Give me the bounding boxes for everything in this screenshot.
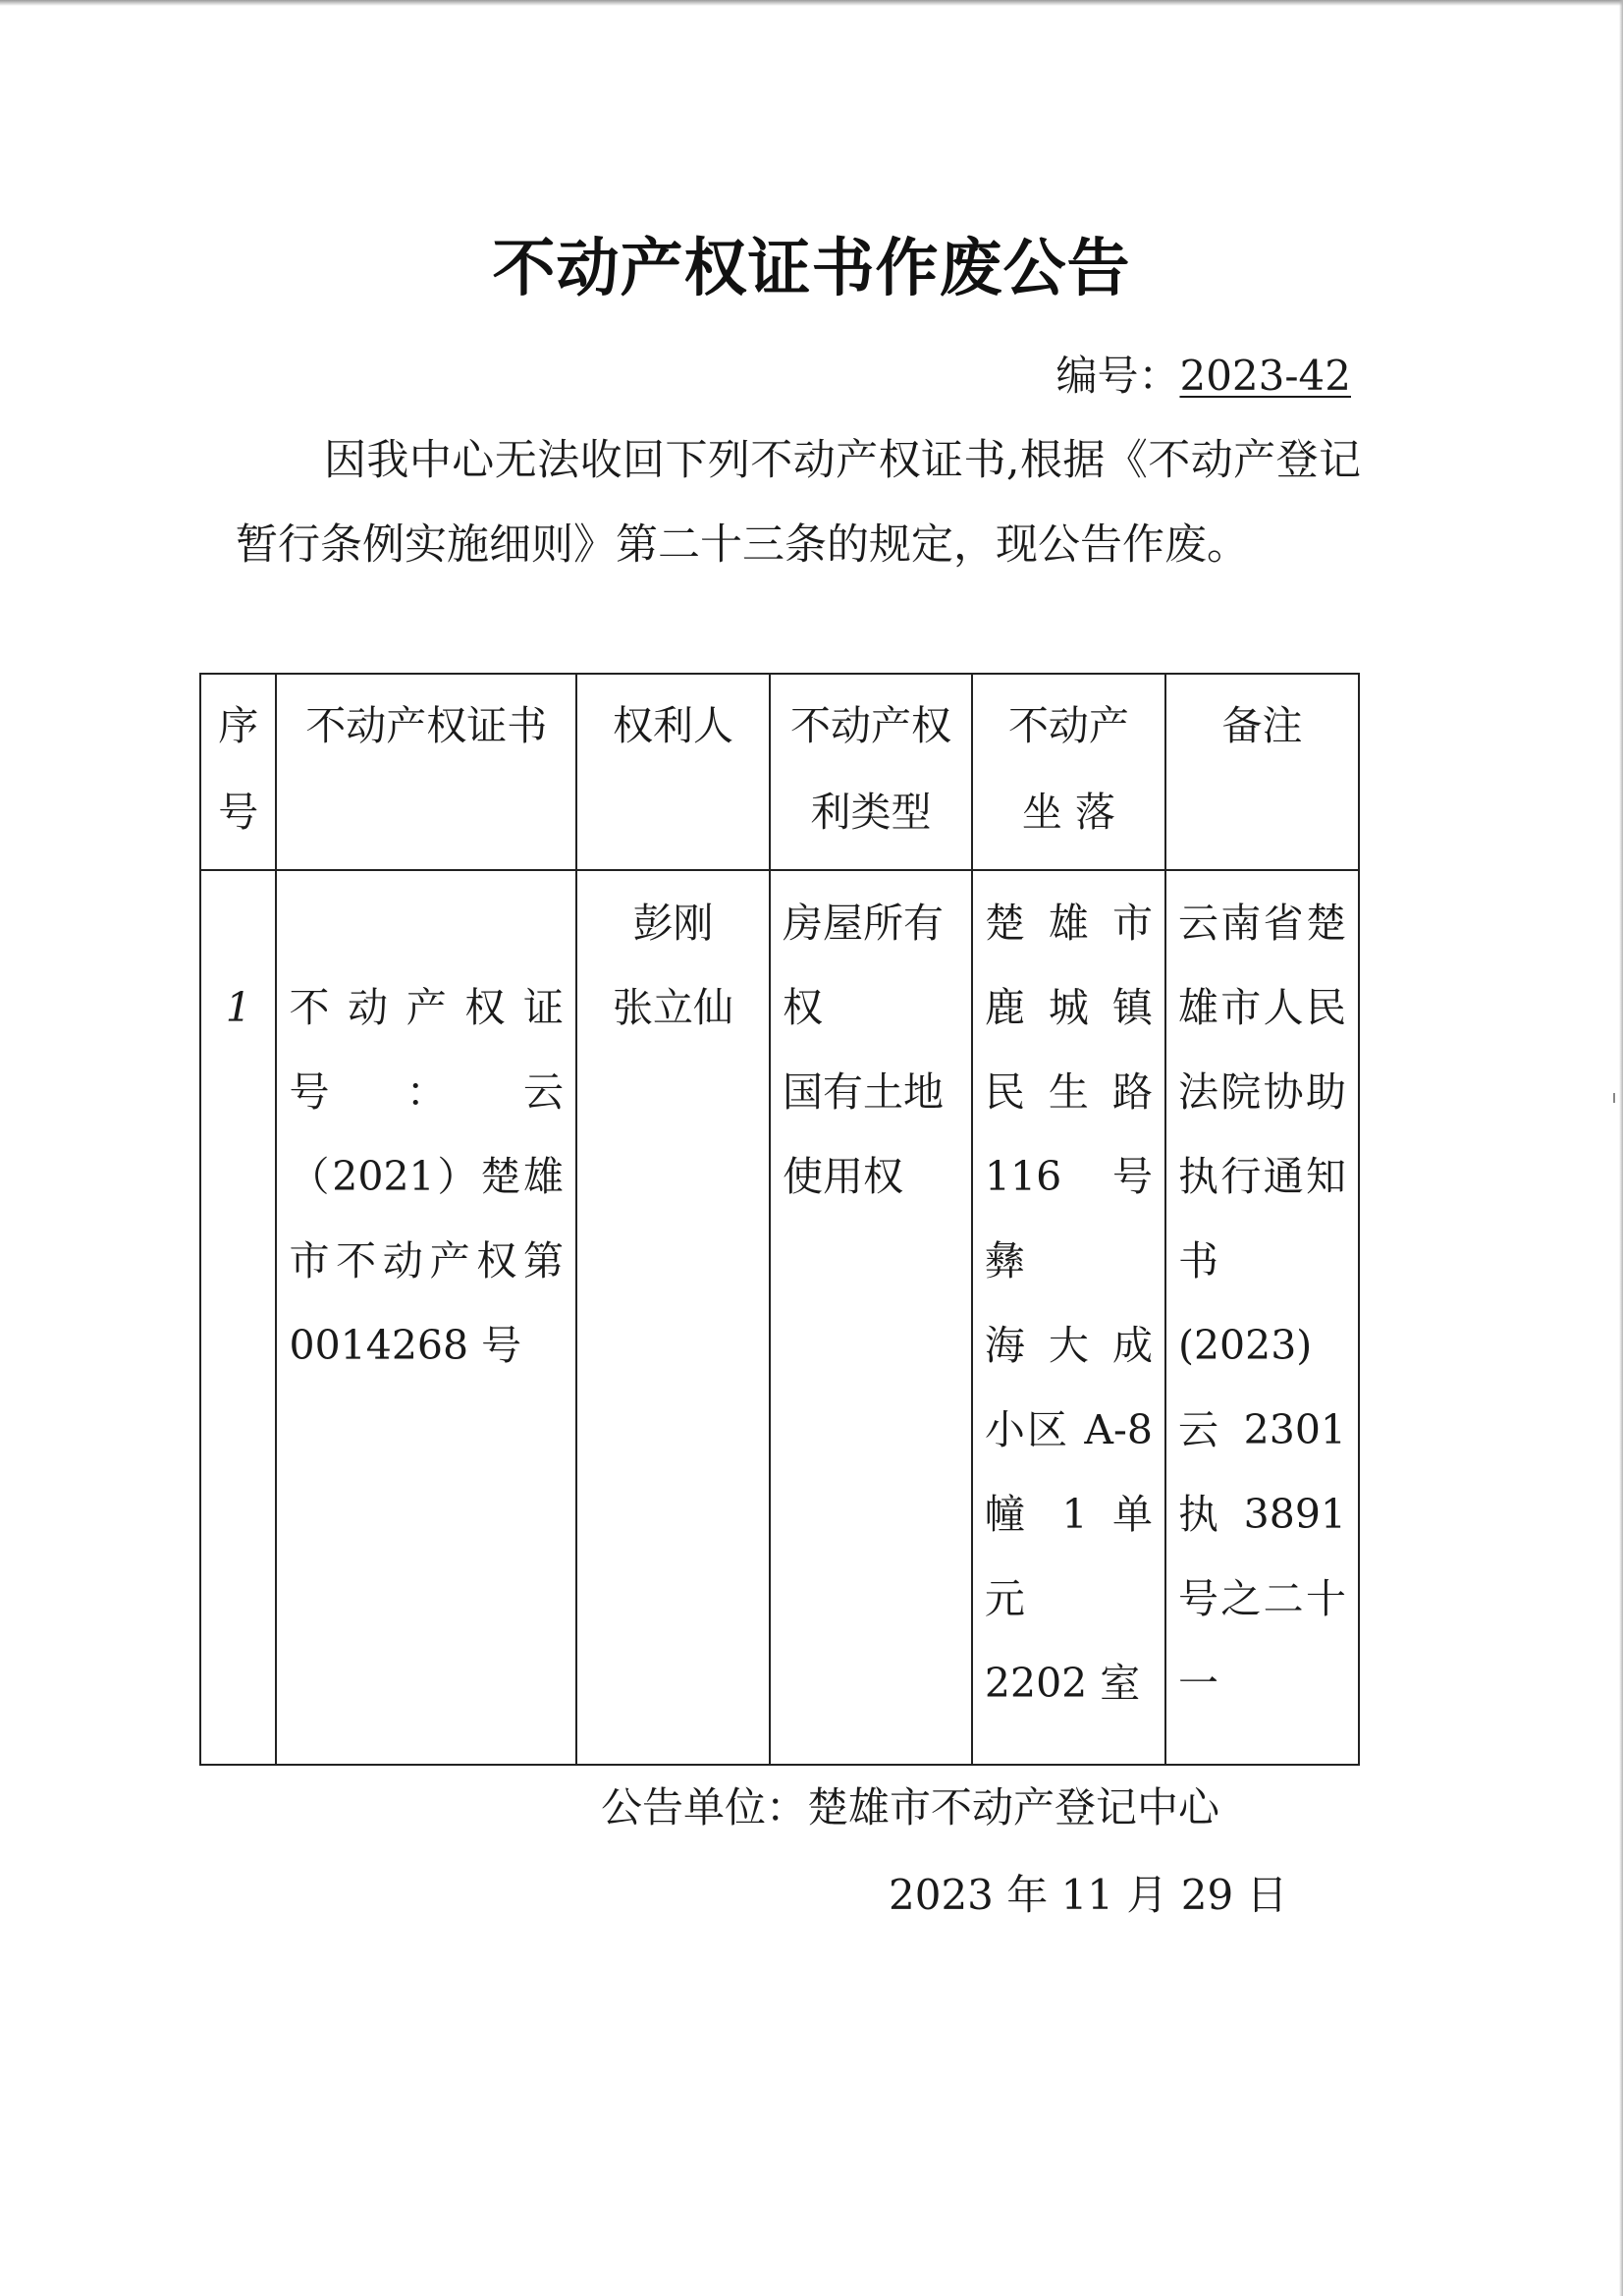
note-line: 号之二十 [1177, 1575, 1346, 1622]
note-line: 云 2301 [1177, 1406, 1346, 1453]
cell-cert [276, 870, 576, 1765]
header-location [972, 674, 1165, 870]
issuer: 公告单位：楚雄市不动产登记中心 [601, 1783, 1220, 1831]
table-header-row [200, 674, 1359, 870]
location-line: 116 号彝 [984, 1153, 1153, 1285]
serial-label: 编号： [1055, 352, 1180, 400]
note-line: 执 3891 [1177, 1491, 1346, 1538]
note-line: 执行通知 [1177, 1153, 1346, 1200]
cell-location [972, 870, 1165, 1765]
scan-speck [1613, 1093, 1615, 1103]
note-line: 雄市人民 [1177, 984, 1346, 1031]
seq-value: 1 [225, 984, 251, 1031]
header-cert: 不动产权证书 [276, 674, 576, 870]
scan-edge-right [1619, 0, 1623, 2296]
header-location-line: 不动产 [1007, 702, 1129, 749]
note-line: 书(2023) [1177, 1237, 1313, 1369]
note-line: 法院协助 [1177, 1068, 1346, 1116]
location-line: 海大成 [984, 1322, 1153, 1369]
header-seq [200, 674, 276, 870]
header-note: 备注 [1165, 674, 1359, 870]
table-row [200, 870, 1359, 1765]
intro-paragraph: 因我中心无法收回下列不动产权证书,根据《不动产登记暂行条例实施细则》第二十三条的规定，现公告作废。 [236, 436, 1361, 570]
right-type: 国有土地使用权 [783, 1068, 945, 1200]
location-line: 鹿城镇 [984, 984, 1153, 1031]
header-seq-line: 号 [218, 789, 259, 836]
serial-number [1055, 344, 1351, 403]
cell-type [770, 870, 972, 1765]
certificate-table [199, 673, 1360, 1766]
location-line: 幢 1 单元 [984, 1491, 1153, 1622]
header-location-line: 坐 落 [1021, 789, 1115, 836]
note-line: 云南省楚 [1177, 900, 1346, 947]
cell-holder [576, 870, 770, 1765]
cell-seq [200, 870, 276, 1765]
serial-value: 2023-42 [1179, 352, 1351, 400]
issue-date: 2023 年 11 月 29 日 [889, 1871, 1288, 1919]
holder-name: 张立仙 [613, 984, 734, 1031]
note-line: 一 [1177, 1660, 1218, 1707]
header-holder: 权利人 [576, 674, 770, 870]
notice-title: 不动产权证书作废公告 [492, 233, 1131, 305]
cell-note [1165, 870, 1359, 1765]
location-line: 2202 室 [984, 1660, 1141, 1707]
right-type: 房屋所有权 [783, 900, 945, 1031]
header-type [770, 674, 972, 870]
location-line: 民生路 [984, 1068, 1153, 1116]
header-type-line: 不动产权 [789, 702, 951, 749]
holder-name: 彭刚 [632, 900, 714, 947]
scan-edge-top [0, 0, 1623, 6]
header-seq-line: 序 [218, 702, 259, 749]
location-line: 小区 A-8 [984, 1406, 1153, 1453]
header-type-line: 利类型 [810, 789, 932, 836]
location-line: 楚雄市 [984, 900, 1153, 947]
cert-number: 不动产权证号：云（2021）楚雄市不动产权第 0014268 号 [289, 984, 564, 1369]
